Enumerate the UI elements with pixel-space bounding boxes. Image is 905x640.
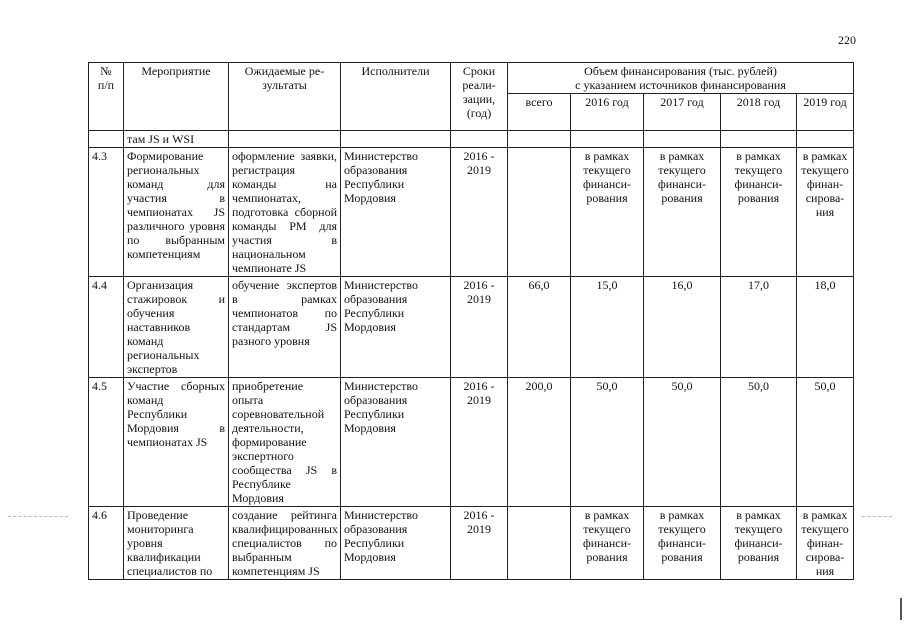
page-number: 220 (838, 33, 856, 47)
row-term: 2016 - 2019 (451, 148, 508, 277)
row-2017: 16,0 (644, 277, 721, 378)
header-2019: 2019 год (797, 94, 854, 131)
row-term: 2016 - 2019 (451, 507, 508, 580)
row-num: 4.3 (89, 148, 124, 277)
header-2017: 2017 год (644, 94, 721, 131)
row-2017: в рамках текущего финанси- рования (644, 507, 721, 580)
table-row (89, 378, 854, 507)
row-total (508, 148, 571, 277)
header-funding: Объем финансирования (тыс. рублей) с указанием источников финансирования (508, 63, 854, 94)
row-num: 4.5 (89, 378, 124, 507)
row-2018: в рамках текущего финанси- рования (721, 507, 797, 580)
scan-artifact-line (8, 516, 68, 517)
table-row (89, 148, 854, 277)
row-2016: 50,0 (571, 378, 644, 507)
row-2019: в рамках текущего финан- сирова- ния (797, 507, 854, 580)
row-event: Организация стажировок и обучения наставников команд региональных экспертов (124, 277, 229, 378)
row-2018: в рамках текущего финанси- рования (721, 148, 797, 277)
row-num: 4.6 (89, 507, 124, 580)
row-2016: в рамках текущего финанси- рования (571, 507, 644, 580)
row-2019: в рамках текущего финан- сирова- ния (797, 148, 854, 277)
header-event: Мероприятие (124, 63, 229, 131)
row-executor: Министерство образования Республики Мордовия (341, 277, 451, 378)
row-2016: 15,0 (571, 277, 644, 378)
row-2018: 17,0 (721, 277, 797, 378)
row-num: 4.4 (89, 277, 124, 378)
row-result: приобретение опыта соревновательной деятельности, формирование экспертного сообщества JS в Республике Мордовия (229, 378, 341, 507)
row-2018: 50,0 (721, 378, 797, 507)
row-executor: Министерство образования Республики Мордовия (341, 378, 451, 507)
row-2019: 18,0 (797, 277, 854, 378)
row-total (508, 507, 571, 580)
row-term: 2016 - 2019 (451, 277, 508, 378)
row-2019: 50,0 (797, 378, 854, 507)
funding-table (88, 62, 854, 580)
row-total: 200,0 (508, 378, 571, 507)
row-result: оформление заявки, регистрация команды на чемпионатах, подготовка сборной команды РМ для участия в национальном чемпионате JS (229, 148, 341, 277)
row-2016: в рамках текущего финанси- рования (571, 148, 644, 277)
header-result: Ожидаемые ре- зультаты (229, 63, 341, 131)
header-terms: Сроки реали- зации, (год) (451, 63, 508, 131)
row-total: 66,0 (508, 277, 571, 378)
row-result: создание рейтинга квалифицированных специалистов по выбранным компетенциям JS (229, 507, 341, 580)
row-result: обучение экспертов в рамках чемпионатов по стандартам JS разного уровня (229, 277, 341, 378)
table-row (89, 277, 854, 378)
row-executor: Министерство образования Республики Мордовия (341, 507, 451, 580)
scan-artifact-line (862, 516, 892, 517)
row-event: Проведение мониторинга уровня квалификации специалистов по (124, 507, 229, 580)
row-2017: 50,0 (644, 378, 721, 507)
continuation-event: там JS и WSI (124, 131, 229, 148)
row-event: Формирование региональных команд для участия в чемпионатах JS различного уровня по выбранным компетенциям (124, 148, 229, 277)
header-2018: 2018 год (721, 94, 797, 131)
header-executors: Исполнители (341, 63, 451, 131)
table-header-row (89, 63, 854, 94)
table-row (89, 507, 854, 580)
header-2016: 2016 год (571, 94, 644, 131)
header-total: всего (508, 94, 571, 131)
row-2017: в рамках текущего финанси- рования (644, 148, 721, 277)
continuation-row (89, 131, 854, 148)
row-term: 2016 - 2019 (451, 378, 508, 507)
row-executor: Министерство образования Республики Мордовия (341, 148, 451, 277)
scan-edge-mark (900, 598, 902, 620)
header-num: № п/п (89, 63, 124, 131)
row-event: Участие сборных команд Республики Мордовия в чемпионатах JS (124, 378, 229, 507)
